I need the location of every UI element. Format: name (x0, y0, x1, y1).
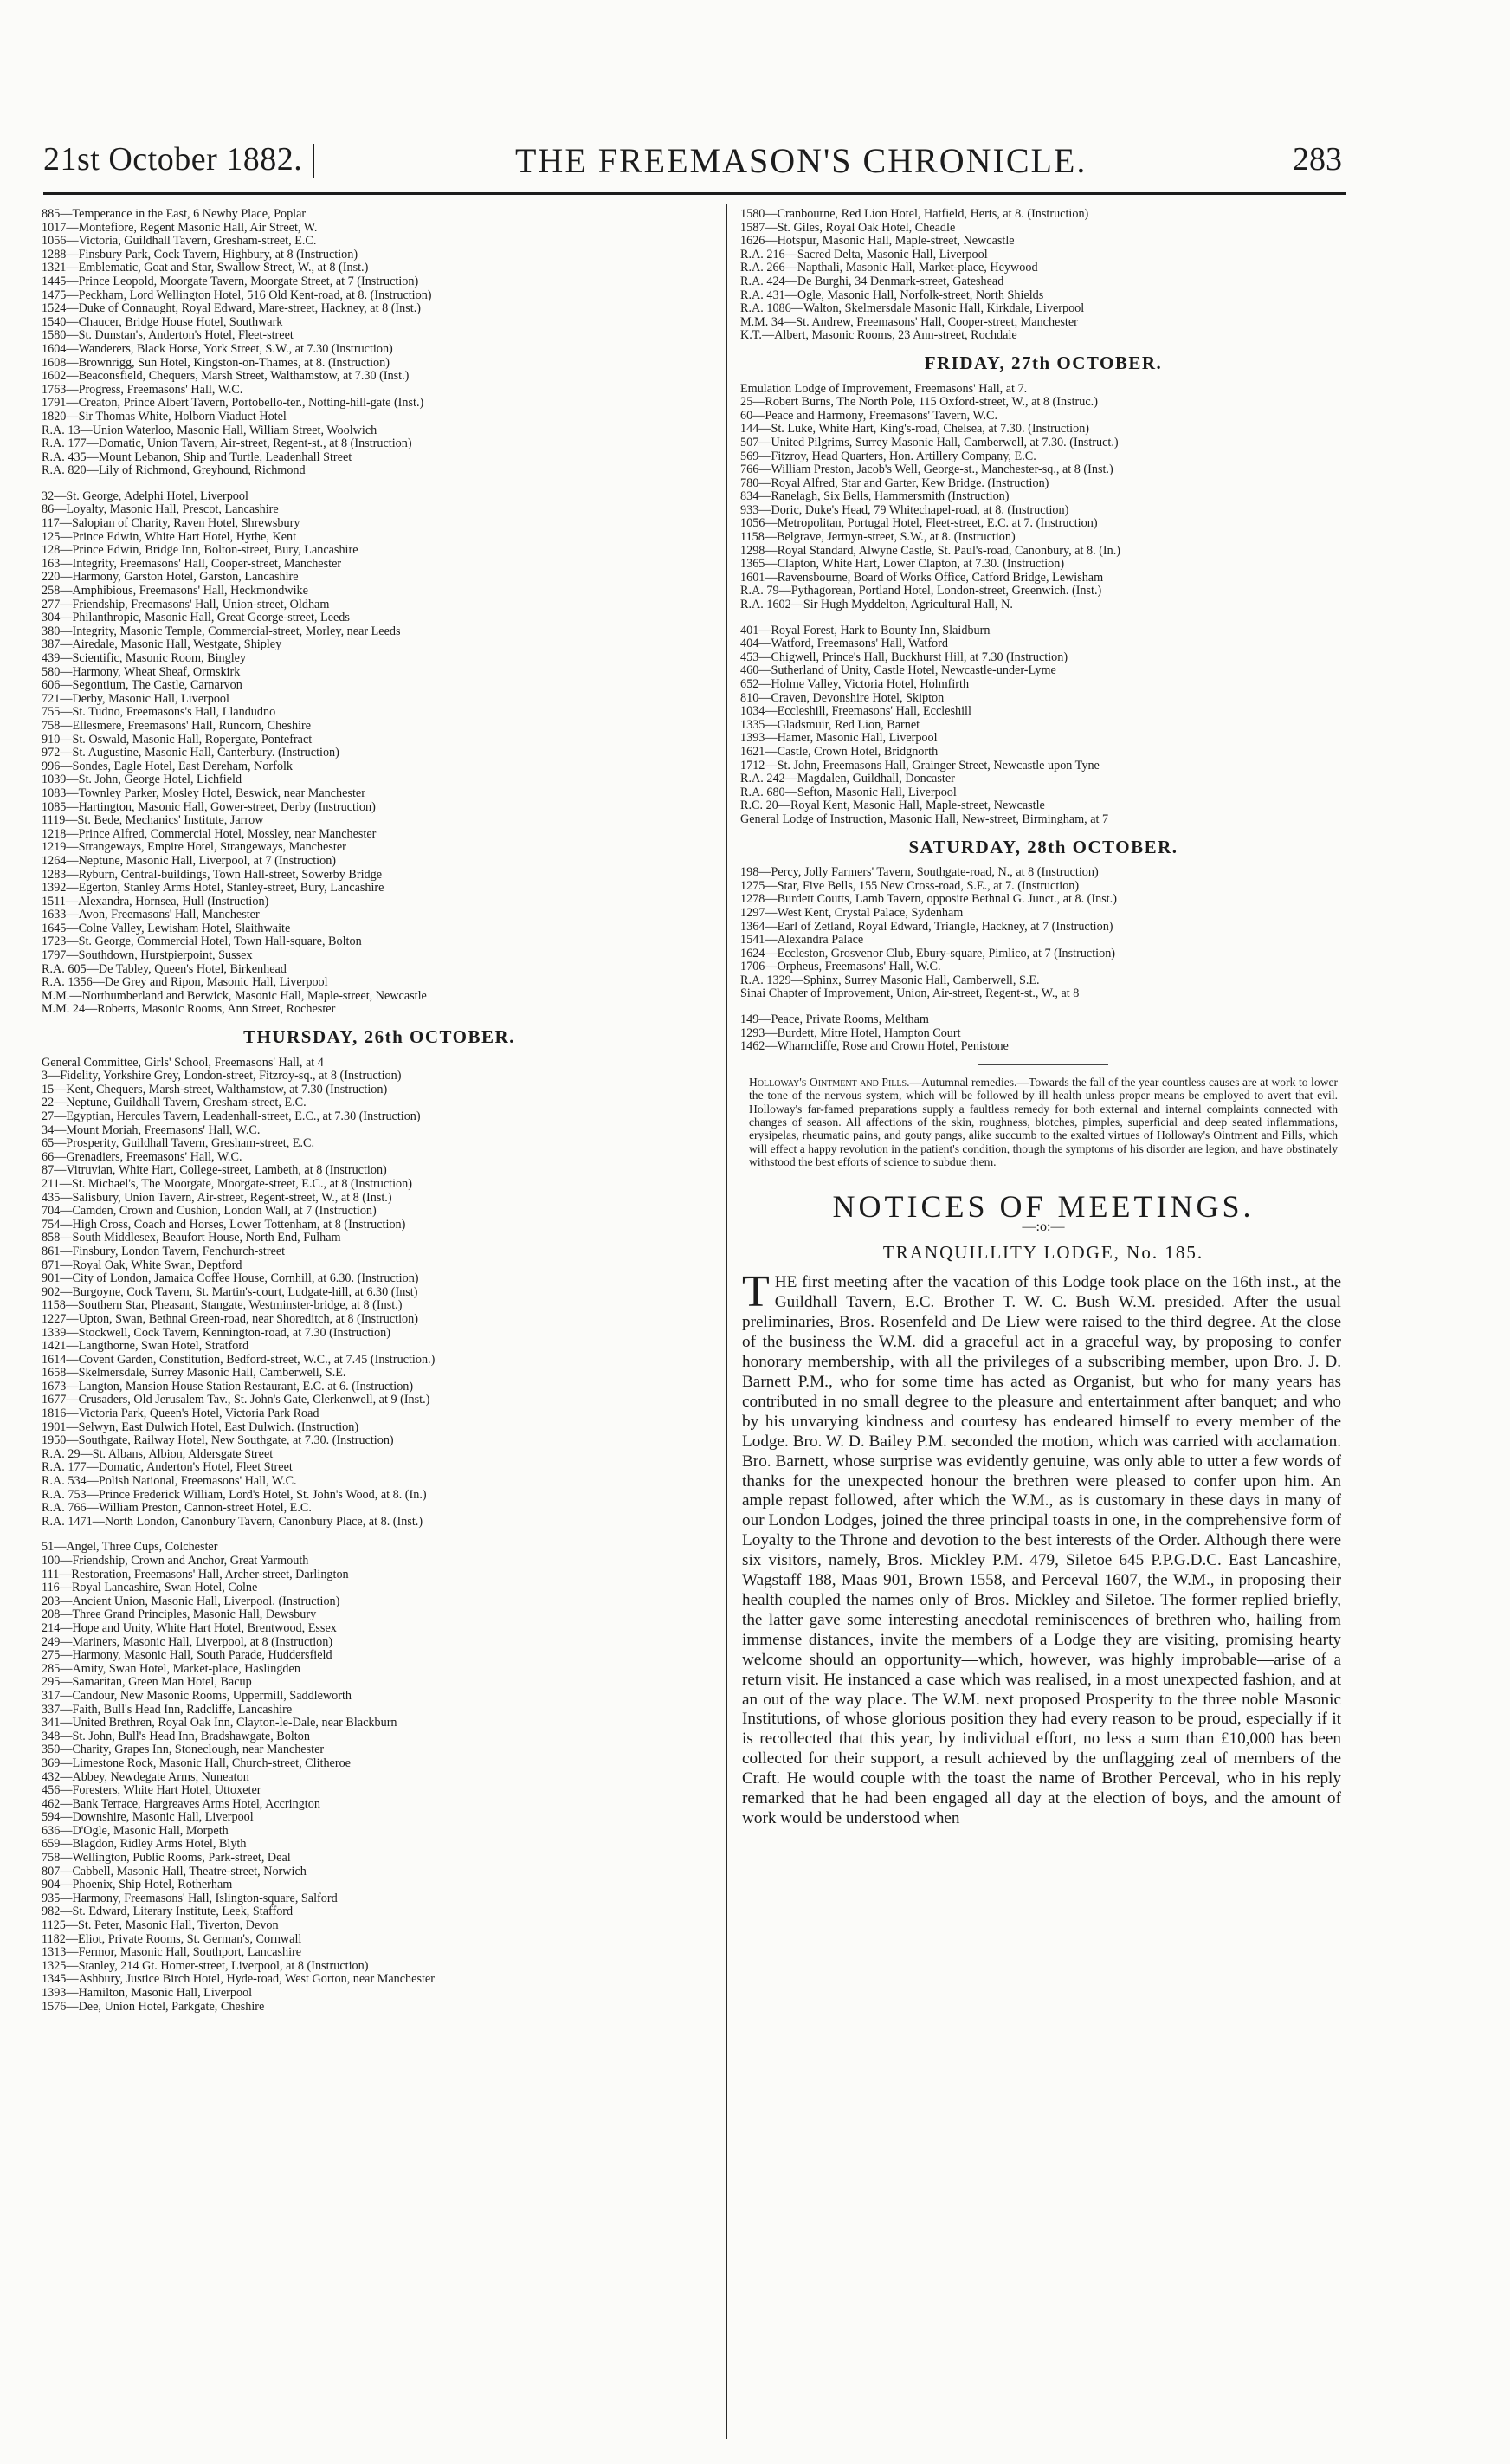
meeting-entry: General Lodge of Instruction, Masonic Hall, New-street, Birmingham, at 7 (740, 812, 1109, 826)
meeting-entry: R.A. 1329—Sphinx, Surrey Masonic Hall, Camberwell, S.E. (740, 973, 1040, 987)
page-header (43, 140, 1342, 185)
meeting-entry: 116—Royal Lancashire, Swan Hotel, Colne (42, 1581, 258, 1595)
meeting-entry: 972—St. Augustine, Masonic Hall, Canterbury. (Instruction) (42, 747, 339, 760)
meeting-entry: 128—Prince Edwin, Bridge Inn, Bolton-street, Bury, Lancashire (42, 544, 358, 558)
heading-thursday: THURSDAY, 26th OCTOBER. (243, 1026, 515, 1048)
meeting-entry: 1365—Clapton, White Hart, Lower Clapton, at 7.30. (Instruction) (740, 558, 1065, 572)
meeting-entry: 1580—Cranbourne, Red Lion Hotel, Hatfield, Herts, at 8. (Instruction) (740, 208, 1089, 221)
meeting-entry: M.M. 24—Roberts, Masonic Rooms, Ann Street, Rochester (42, 1003, 336, 1017)
meeting-entry: 25—Robert Burns, The North Pole, 115 Oxford-street, W., at 8 (Instruc.) (740, 396, 1098, 410)
meeting-entry: 885—Temperance in the East, 6 Newby Place, Poplar (42, 208, 307, 221)
meeting-entry: R.A. 1602—Sir Hugh Myddelton, Agricultural Hall, N. (740, 598, 1013, 612)
meeting-entry: 758—Wellington, Public Rooms, Park-street, Deal (42, 1852, 291, 1866)
meeting-entry: 1540—Chaucer, Bridge House Hotel, Southwark (42, 315, 283, 329)
meeting-entry: 125—Prince Edwin, White Hart Hotel, Hythe, Kent (42, 530, 297, 544)
meeting-entry: 507—United Pilgrims, Surrey Masonic Hall, Camberwell, at 7.30. (Instruct.) (740, 436, 1119, 449)
meeting-entry: R.A. 266—Napthali, Masonic Hall, Market-place, Heywood (740, 262, 1038, 275)
meeting-entry: 1677—Crusaders, Old Jerusalem Tav., St. John's Gate, Clerkenwell, at 9 (Inst.) (42, 1394, 430, 1407)
meeting-entry: M.M.—Northumberland and Berwick, Masonic Hall, Maple-street, Newcastle (42, 989, 427, 1003)
meeting-entry: 1364—Earl of Zetland, Royal Edward, Triangle, Hackney, at 7 (Instruction) (740, 920, 1113, 934)
meeting-entry: 163—Integrity, Freemasons' Hall, Cooper-street, Manchester (42, 557, 342, 571)
meeting-entry: 51—Angel, Three Cups, Colchester (42, 1541, 218, 1555)
meeting-entry: 1182—Eliot, Private Rooms, St. German's, Cornwall (42, 1932, 302, 1946)
meeting-entry: 1712—St. John, Freemasons Hall, Grainger Street, Newcastle upon Tyne (740, 759, 1100, 773)
list-gap (42, 1529, 717, 1541)
meeting-entry: 1298—Royal Standard, Alwyne Castle, St. Paul's-road, Canonbury, at 8. (In.) (740, 544, 1121, 558)
meeting-entry: 1158—Belgrave, Jermyn-street, S.W., at 8. (Instruction) (740, 531, 1016, 545)
meeting-entry: 1288—Finsbury Park, Cock Tavern, Highbury, at 8 (Instruction) (42, 248, 358, 262)
meeting-entry: R.A. 1086—Walton, Skelmersdale Masonic Hall, Kirkdale, Liverpool (740, 302, 1085, 316)
meeting-entry: R.A. 13—Union Waterloo, Masonic Hall, William Street, Woolwich (42, 424, 378, 437)
meeting-entry: 1056—Metropolitan, Portugal Hotel, Fleet-street, E.C. at 7. (Instruction) (740, 517, 1098, 531)
meeting-entry: 1601—Ravensbourne, Board of Works Office, Catford Bridge, Lewisham (740, 571, 1104, 585)
meeting-entry: 569—Fitzroy, Head Quarters, Hon. Artillery Company, E.C. (740, 449, 1036, 463)
heading-friday: FRIDAY, 27th OCTOBER. (924, 352, 1163, 373)
meeting-entry: 22—Neptune, Guildhall Tavern, Gresham-street, E.C. (42, 1096, 307, 1110)
meeting-entry: 871—Royal Oak, White Swan, Deptford (42, 1258, 242, 1272)
meeting-entry: 1626—Hotspur, Masonic Hall, Maple-street, Newcastle (740, 235, 1015, 249)
meeting-entry: 460—Sutherland of Unity, Castle Hotel, Newcastle-under-Lyme (740, 664, 1056, 678)
meeting-entry: 1325—Stanley, 214 Gt. Homer-street, Liverpool, at 8 (Instruction) (42, 1959, 369, 1973)
meeting-entry: R.C. 20—Royal Kent, Masonic Hall, Maple-street, Newcastle (740, 799, 1045, 813)
advert-title: Holloway's Ointment and Pills. (749, 1075, 910, 1089)
meeting-entry: 834—Ranelagh, Six Bells, Hammersmith (Instruction) (740, 490, 1010, 504)
meeting-entry: 935—Harmony, Freemasons' Hall, Islington-square, Salford (42, 1892, 338, 1905)
meetings-list-thursday-continued (740, 208, 1346, 343)
meeting-entry: 337—Faith, Bull's Head Inn, Radcliffe, Lancashire (42, 1703, 293, 1717)
meetings-list-saturday-provincial (740, 1013, 1346, 1054)
meetings-list-wednesday-london (42, 208, 717, 478)
meetings-list-friday-provincial (740, 624, 1346, 827)
meeting-entry: 34—Mount Moriah, Freemasons' Hall, W.C. (42, 1123, 261, 1137)
meeting-entry: 1511—Alexandra, Hornsea, Hull (Instruction) (42, 895, 269, 909)
meeting-entry: 317—Candour, New Masonic Rooms, Uppermill, Saddleworth (42, 1689, 352, 1703)
meeting-entry: 780—Royal Alfred, Star and Garter, Kew Bridge. (Instruction) (740, 476, 1049, 490)
meetings-list-friday-london (740, 383, 1346, 612)
notices-heading: NOTICES OF MEETINGS. (832, 1188, 1255, 1224)
meeting-entry: 594—Downshire, Masonic Hall, Liverpool (42, 1811, 254, 1825)
meetings-list-thursday-london (42, 1057, 717, 1529)
meeting-entry: R.A. 766—William Preston, Cannon-street Hotel, E.C. (42, 1502, 312, 1516)
meeting-entry: 435—Salisbury, Union Tavern, Air-street, Regent-street, W., at 8 (Inst.) (42, 1191, 392, 1205)
meeting-entry: 902—Burgoyne, Cock Tavern, St. Martin's-court, Ludgate-hill, at 6.30 (Inst) (42, 1285, 418, 1299)
meeting-entry: 1658—Skelmersdale, Surrey Masonic Hall, Camberwell, S.E. (42, 1367, 346, 1381)
meeting-entry: 214—Hope and Unity, White Hart Hotel, Brentwood, Essex (42, 1621, 337, 1635)
left-column (42, 208, 717, 2014)
drop-cap: T (742, 1267, 770, 1317)
meeting-entry: Emulation Lodge of Improvement, Freemasons' Hall, at 7. (740, 382, 1028, 396)
meetings-list-thursday-provincial (42, 1541, 717, 2014)
meeting-entry: 87—Vitruvian, White Hart, College-street, Lambeth, at 8 (Instruction) (42, 1164, 387, 1178)
meeting-entry: 861—Finsbury, London Tavern, Fenchurch-street (42, 1245, 286, 1258)
meeting-entry: 60—Peace and Harmony, Freemasons' Tavern, W.C. (740, 409, 998, 423)
meeting-entry: 1587—St. Giles, Royal Oak Hotel, Cheadle (740, 221, 956, 235)
meeting-entry: 1950—Southgate, Railway Hotel, New Southgate, at 7.30. (Instruction) (42, 1434, 394, 1448)
meeting-entry: 1313—Fermor, Masonic Hall, Southport, Lancashire (42, 1946, 302, 1960)
meeting-entry: 1039—St. John, George Hotel, Lichfield (42, 773, 242, 787)
meeting-entry: 1816—Victoria Park, Queen's Hotel, Victoria Park Road (42, 1407, 319, 1421)
meeting-entry: 277—Friendship, Freemasons' Hall, Union-street, Oldham (42, 598, 330, 611)
list-gap (740, 612, 1346, 624)
lodge-report (740, 1267, 1346, 1828)
meeting-entry: 766—William Preston, Jacob's Well, George-st., Manchester-sq., at 8 (Inst.) (740, 463, 1113, 477)
meeting-entry: 659—Blagdon, Ridley Arms Hotel, Blyth (42, 1838, 247, 1852)
meeting-entry: 220—Harmony, Garston Hotel, Garston, Lancashire (42, 571, 299, 585)
meeting-entry: 652—Holme Valley, Victoria Hotel, Holmfirth (740, 678, 970, 691)
meeting-entry: 1083—Townley Parker, Mosley Hotel, Beswick, near Manchester (42, 786, 365, 800)
meeting-entry: 1614—Covent Garden, Constitution, Bedford-street, W.C., at 7.45 (Instruction.) (42, 1353, 436, 1367)
meeting-entry: R.A. 753—Prince Frederick William, Lord's Hotel, St. John's Wood, at 8. (In.) (42, 1488, 427, 1502)
column-divider (726, 204, 727, 2439)
meeting-entry: 754—High Cross, Coach and Horses, Lower Tottenham, at 8 (Instruction) (42, 1218, 406, 1232)
meeting-entry: General Committee, Girls' School, Freemasons' Hall, at 4 (42, 1056, 324, 1070)
meeting-entry: 341—United Brethren, Royal Oak Inn, Clayton-le-Dale, near Blackburn (42, 1717, 397, 1730)
meeting-entry: 1645—Colne Valley, Lewisham Hotel, Slaithwaite (42, 922, 291, 935)
meeting-entry: 1393—Hamer, Masonic Hall, Liverpool (740, 732, 938, 746)
meeting-entry: 203—Ancient Union, Masonic Hall, Liverpool. (Instruction) (42, 1594, 340, 1608)
list-gap (42, 478, 717, 490)
meeting-entry: 15—Kent, Chequers, Marsh-street, Walthamstow, at 7.30 (Instruction) (42, 1083, 388, 1096)
meeting-entry: 32—St. George, Adelphi Hotel, Liverpool (42, 489, 248, 503)
meeting-entry: R.A. 177—Domatic, Anderton's Hotel, Fleet Street (42, 1461, 293, 1475)
meeting-entry: 1580—St. Dunstan's, Anderton's Hotel, Fleet-street (42, 329, 294, 343)
meeting-entry: 285—Amity, Swan Hotel, Market-place, Haslingden (42, 1662, 300, 1676)
meeting-entry: 1541—Alexandra Palace (740, 934, 864, 947)
meeting-entry: 1633—Avon, Freemasons' Hall, Manchester (42, 909, 260, 922)
meeting-entry: 1345—Ashbury, Justice Birch Hotel, Hyde-road, West Gorton, near Manchester (42, 1973, 435, 1987)
meeting-entry: 1275—Star, Five Bells, 155 New Cross-road, S.E., at 7. (Instruction) (740, 879, 1080, 893)
notices-separator: —:o:— (1022, 1219, 1065, 1235)
meeting-entry: 1017—Montefiore, Regent Masonic Hall, Air Street, W. (42, 221, 318, 235)
meeting-entry: R.A. 1356—De Grey and Ripon, Masonic Hall, Liverpool (42, 976, 328, 990)
meeting-entry: 258—Amphibious, Freemasons' Hall, Heckmondwike (42, 585, 308, 598)
meeting-entry: 1445—Prince Leopold, Moorgate Tavern, Moorgate Street, at 7 (Instruction) (42, 275, 419, 288)
meeting-entry: 1293—Burdett, Mitre Hotel, Hampton Court (740, 1026, 961, 1040)
meeting-entry: 1219—Strangeways, Empire Hotel, Strangeways, Manchester (42, 841, 346, 855)
meeting-entry: 1056—Victoria, Guildhall Tavern, Gresham-street, E.C. (42, 235, 317, 249)
meetings-list-saturday-london (740, 866, 1346, 1001)
meeting-entry: 1218—Prince Alfred, Commercial Hotel, Mossley, near Manchester (42, 827, 377, 841)
meeting-entry: 1621—Castle, Crown Hotel, Bridgnorth (740, 745, 939, 759)
meeting-entry: R.A. 605—De Tabley, Queen's Hotel, Birkenhead (42, 962, 287, 976)
meeting-entry: R.A. 177—Domatic, Union Tavern, Air-street, Regent-st., at 8 (Instruction) (42, 437, 412, 451)
meeting-entry: 1763—Progress, Freemasons' Hall, W.C. (42, 383, 243, 397)
meeting-entry: 117—Salopian of Charity, Raven Hotel, Shrewsbury (42, 517, 300, 531)
meeting-entry: R.A. 242—Magdalen, Guildhall, Doncaster (740, 773, 955, 786)
meeting-entry: 1278—Burdett Coutts, Lamb Tavern, opposite Bethnal G. Junct., at 8. (Inst.) (740, 893, 1117, 907)
section-rule (978, 1064, 1108, 1065)
meeting-entry: 1283—Ryburn, Central-buildings, Town Hall-street, Sowerby Bridge (42, 868, 383, 882)
meeting-entry: R.A. 424—De Burghi, 34 Denmark-street, Gateshead (740, 275, 1004, 288)
meeting-entry: 1297—West Kent, Crystal Palace, Sydenham (740, 906, 964, 920)
lodge-report-text: HE first meeting after the vacation of this Lodge took place on the 16th inst., at the Guildhall Tavern, E.C. Brother T. W. C. Bush W.M. presided. After the usual preliminaries, Bros. Rosenfeld and De Liew were raised to the third degree. At the close of the business the W.M. did a graceful act in a graceful way, by proposing to confer honorary membership, with all the privileges of a subscribing member, upon Bro. J. D. Barnett P.M., who for some time has acted as Organist, but who for many years has contributed in no small degree to the pleasure and entertainment after banquet; and who by his unvarying kindness and courtesy has endeared himself to every member of the Lodge. Bro. W. D. Bailey P.M. seconded the motion, which was carried with acclamation. Bro. Barnett, whose surprise was evidently genuine, was only able to utter a few words of thanks for the unexpected honour the brethren were pleased to confer upon him. An ample repast followed, after which the W.M., as is customary in these days in many of our London Lodges, joined the three principal toasts in one, in the comprehensive form of Loyalty to the Throne and devotion to the best interests of the Order. Although there were six visitors, namely, Bros. Mickley P.M. 479, Siletoe 645 P.P.G.D.C. East Lancashire, Wagstaff 188, Maas 901, Brown 1558, and Perceval 1607, the W.M., in proposing their health coupled the names only of Bros. Mickley and Siletoe. The former replied briefly, the latter gave some interesting anecdotal reminiscences of brethren who, hailing from immense distances, invite the members of a Lodge they are visiting, promising hearty welcome should an opportunity—which, however, was highly improbable—arise of a return visit. He instanced a case which was realised, in a most unexpected fashion, and at an out of the way place. The W.M. next proposed Prosperity to the three noble Masonic Institutions, of whose glorious position they had every reason to be proud, especially if it is recollected that this year, by individual effort, no less a sum than £10,000 has been collected for their support, a result achieved by the unflagging zeal of members of the Craft. He would couple with the toast the name of Brother Perceval, who in his reply remarked that he had been engaged all day at the election of boys, and the amount of work would be understood when (742, 1273, 1341, 1827)
meeting-entry: 1085—Hartington, Masonic Hall, Gower-street, Derby (Instruction) (42, 800, 376, 814)
meeting-entry: 65—Prosperity, Guildhall Tavern, Gresham-street, E.C. (42, 1137, 315, 1151)
meeting-entry: R.A. 435—Mount Lebanon, Ship and Turtle, Leadenhall Street (42, 450, 352, 464)
meeting-entry: 350—Charity, Grapes Inn, Stoneclough, near Manchester (42, 1743, 325, 1757)
meeting-entry: R.A. 534—Polish National, Freemasons' Hall, W.C. (42, 1475, 297, 1489)
meeting-entry: 66—Grenadiers, Freemasons' Hall, W.C. (42, 1150, 242, 1164)
meeting-entry: 249—Mariners, Masonic Hall, Liverpool, at 8 (Instruction) (42, 1635, 333, 1649)
meeting-entry: 369—Limestone Rock, Masonic Hall, Church-street, Clitheroe (42, 1756, 351, 1770)
meeting-entry: R.A. 1471—North London, Canonbury Tavern, Canonbury Place, at 8. (Inst.) (42, 1515, 423, 1529)
meeting-entry: 1339—Stockwell, Cock Tavern, Kennington-road, at 7.30 (Instruction) (42, 1326, 391, 1340)
meeting-entry: 1706—Orpheus, Freemasons' Hall, W.C. (740, 960, 941, 974)
meeting-entry: 1421—Langthorne, Swan Hotel, Stratford (42, 1340, 249, 1354)
meeting-entry: R.A. 820—Lily of Richmond, Greyhound, Richmond (42, 464, 306, 478)
meeting-entry: 704—Camden, Crown and Cushion, London Wall, at 7 (Instruction) (42, 1205, 377, 1219)
meetings-list-wednesday-provincial (42, 490, 717, 1017)
meeting-entry: 348—St. John, Bull's Head Inn, Bradshawgate, Bolton (42, 1730, 310, 1743)
meeting-entry: 1576—Dee, Union Hotel, Parkgate, Cheshire (42, 2000, 265, 2014)
meeting-entry: 404—Watford, Freemasons' Hall, Watford (740, 637, 948, 651)
meeting-entry: R.A. 79—Pythagorean, Portland Hotel, London-street, Greenwich. (Inst.) (740, 585, 1102, 598)
list-gap (740, 1001, 1346, 1013)
meeting-entry: 1462—Wharncliffe, Rose and Crown Hotel, Penistone (740, 1040, 1009, 1054)
meeting-entry: 304—Philanthropic, Masonic Hall, Great George-street, Leeds (42, 611, 350, 625)
meeting-entry: 208—Three Grand Principles, Masonic Hall, Dewsbury (42, 1608, 317, 1622)
meeting-entry: R.A. 431—Ogle, Masonic Hall, Norfolk-street, North Shields (740, 288, 1044, 302)
meeting-entry: 453—Chigwell, Prince's Hall, Buckhurst Hill, at 7.30 (Instruction) (740, 650, 1068, 664)
meeting-entry: 755—St. Tudno, Freemasons's Hall, Llandudno (42, 706, 276, 720)
heading-saturday: SATURDAY, 28th OCTOBER. (908, 836, 1178, 857)
meeting-entry: 456—Foresters, White Hart Hotel, Uttoxeter (42, 1784, 261, 1798)
meeting-entry: 1119—St. Bede, Mechanics' Institute, Jarrow (42, 814, 264, 828)
meeting-entry: 810—Craven, Devonshire Hotel, Skipton (740, 691, 945, 705)
meeting-entry: 439—Scientific, Masonic Room, Bingley (42, 652, 247, 665)
meeting-entry: R.A. 29—St. Albans, Albion, Aldersgate Street (42, 1447, 274, 1461)
meeting-entry: 144—St. Luke, White Hart, King's-road, Chelsea, at 7.30. (Instruction) (740, 423, 1090, 437)
meeting-entry: 3—Fidelity, Yorkshire Grey, London-street, Fitzroy-sq., at 8 (Instruction) (42, 1070, 402, 1083)
meeting-entry: 1227—Upton, Swan, Bethnal Green-road, near Shoreditch, at 8 (Instruction) (42, 1312, 418, 1326)
meeting-entry: 1791—Creaton, Prince Albert Tavern, Portobello-ter., Notting-hill-gate (Inst.) (42, 397, 424, 411)
page-number: 283 (1293, 141, 1342, 178)
meeting-entry: Sinai Chapter of Improvement, Union, Air-street, Regent-st., W., at 8 (740, 987, 1080, 1001)
meeting-entry: 1673—Langton, Mansion House Station Restaurant, E.C. at 6. (Instruction) (42, 1380, 414, 1394)
meeting-entry: 606—Segontium, The Castle, Carnarvon (42, 679, 242, 693)
meeting-entry: 580—Harmony, Wheat Sheaf, Ormskirk (42, 665, 241, 679)
meeting-entry: 1125—St. Peter, Masonic Hall, Tiverton, Devon (42, 1919, 279, 1933)
header-rule (43, 192, 1346, 195)
meeting-entry: 1335—Gladsmuir, Red Lion, Barnet (740, 718, 920, 732)
holloway-advert (740, 1076, 1346, 1169)
lodge-heading: TRANQUILLITY LODGE, No. 185. (882, 1241, 1204, 1263)
meeting-entry: 1901—Selwyn, East Dulwich Hotel, East Dulwich. (Instruction) (42, 1420, 359, 1434)
meeting-entry: 432—Abbey, Newdegate Arms, Nuneaton (42, 1770, 249, 1784)
meeting-entry: 211—St. Michael's, The Moorgate, Moorgate-street, E.C., at 8 (Instruction) (42, 1177, 412, 1191)
meeting-entry: 1723—St. George, Commercial Hotel, Town Hall-square, Bolton (42, 935, 362, 949)
meeting-entry: 996—Sondes, Eagle Hotel, East Dereham, Norfolk (42, 760, 293, 773)
meeting-entry: 1797—Southdown, Hurstpierpoint, Sussex (42, 949, 253, 963)
meeting-entry: 1524—Duke of Connaught, Royal Edward, Mare-street, Hackney, at 8 (Inst.) (42, 302, 421, 316)
meeting-entry: 1604—Wanderers, Black Horse, York Street, S.W., at 7.30 (Instruction) (42, 342, 393, 356)
meeting-entry: 1624—Eccleston, Grosvenor Club, Ebury-square, Pimlico, at 7 (Instruction) (740, 947, 1116, 960)
issue-date: 21st October 1882. (43, 141, 303, 178)
meeting-entry: 1264—Neptune, Masonic Hall, Liverpool, at 7 (Instruction) (42, 854, 337, 868)
meeting-entry: 111—Restoration, Freemasons' Hall, Archer-street, Darlington (42, 1568, 349, 1581)
meeting-entry: 721—Derby, Masonic Hall, Liverpool (42, 692, 229, 706)
meeting-entry: 1034—Eccleshill, Freemasons' Hall, Eccleshill (740, 705, 971, 719)
meeting-entry: 27—Egyptian, Hercules Tavern, Leadenhall-street, E.C., at 7.30 (Instruction) (42, 1110, 421, 1123)
meeting-entry: 1321—Emblematic, Goat and Star, Swallow Street, W., at 8 (Inst.) (42, 262, 369, 275)
meeting-entry: 807—Cabbell, Masonic Hall, Theatre-street, Norwich (42, 1865, 307, 1879)
meeting-entry: 982—St. Edward, Literary Institute, Leek, Stafford (42, 1905, 294, 1919)
meeting-entry: 1475—Peckham, Lord Wellington Hotel, 516 Old Kent-road, at 8. (Instruction) (42, 288, 432, 302)
meeting-entry: M.M. 34—St. Andrew, Freemasons' Hall, Cooper-street, Manchester (740, 315, 1078, 329)
meeting-entry: 86—Loyalty, Masonic Hall, Prescot, Lancashire (42, 503, 279, 517)
meeting-entry: 1393—Hamilton, Masonic Hall, Liverpool (42, 1987, 253, 2000)
meeting-entry: 910—St. Oswald, Masonic Hall, Ropergate, Pontefract (42, 733, 313, 747)
meeting-entry: 758—Ellesmere, Freemasons' Hall, Runcorn, Cheshire (42, 719, 312, 733)
meeting-entry: 295—Samaritan, Green Man Hotel, Bacup (42, 1676, 252, 1690)
meeting-entry: 1602—Beaconsfield, Chequers, Marsh Street, Walthamstow, at 7.30 (Inst.) (42, 370, 410, 384)
meeting-entry: 901—City of London, Jamaica Coffee House, Cornhill, at 6.30. (Instruction) (42, 1272, 419, 1286)
meeting-entry: 1392—Egerton, Stanley Arms Hotel, Stanley-street, Bury, Lancashire (42, 882, 384, 896)
right-column (740, 208, 1346, 1829)
meeting-entry: 904—Phoenix, Ship Hotel, Rotherham (42, 1879, 233, 1892)
meeting-entry: 401—Royal Forest, Hark to Bounty Inn, Slaidburn (740, 624, 991, 637)
meeting-entry: 1158—Southern Star, Pheasant, Stangate, Westminster-bridge, at 8 (Inst.) (42, 1299, 403, 1313)
advert-body: —Autumnal remedies.—Towards the fall of the year countless causes are at work to lower the tone of the nervous system, which will be followed by ill health unless proper means be employed to avert that evil. Holloway's far-famed preparations supply a faultless remedy for both external and internal complaints connected with changes of season. All affections of the skin, roughness, blotches, pimples, superficial and deep seated inflammations, erysipelas, rheumatic pains, and gouty pangs, alike succumb to the exalted virtues of Holloway's Ointment and Pills, which will effect a happy revolution in the patient's condition, though the symptoms of his disorder are legion, and have obstinately withstood the best efforts of science to subdue them. (749, 1075, 1339, 1169)
meeting-entry: 858—South Middlesex, Beaufort House, North End, Fulham (42, 1232, 341, 1245)
meeting-entry: 149—Peace, Private Rooms, Meltham (740, 1013, 929, 1027)
meeting-entry: 198—Percy, Jolly Farmers' Tavern, Southgate-road, N., at 8 (Instruction) (740, 866, 1099, 880)
meeting-entry: 1608—Brownrigg, Sun Hotel, Kingston-on-Thames, at 8. (Instruction) (42, 356, 390, 370)
meeting-entry: R.A. 216—Sacred Delta, Masonic Hall, Liverpool (740, 248, 988, 262)
meeting-entry: 636—D'Ogle, Masonic Hall, Morpeth (42, 1824, 229, 1838)
meeting-entry: 100—Friendship, Crown and Anchor, Great Yarmouth (42, 1555, 309, 1568)
meeting-entry: 387—Airedale, Masonic Hall, Westgate, Shipley (42, 638, 282, 652)
meeting-entry: 1820—Sir Thomas White, Holborn Viaduct Hotel (42, 410, 287, 424)
meeting-entry: 933—Doric, Duke's Head, 79 Whitechapel-road, at 8. (Instruction) (740, 503, 1069, 517)
meeting-entry: 462—Bank Terrace, Hargreaves Arms Hotel, Accrington (42, 1797, 320, 1811)
meeting-entry: R.A. 680—Sefton, Masonic Hall, Liverpool (740, 786, 957, 799)
meeting-entry: 275—Harmony, Masonic Hall, South Parade, Huddersfield (42, 1649, 332, 1663)
meeting-entry: 380—Integrity, Masonic Temple, Commercial-street, Morley, near Leeds (42, 624, 401, 638)
meeting-entry: K.T.—Albert, Masonic Rooms, 23 Ann-street, Rochdale (740, 329, 1017, 343)
newspaper-title: THE FREEMASON'S CHRONICLE. (515, 141, 1087, 180)
